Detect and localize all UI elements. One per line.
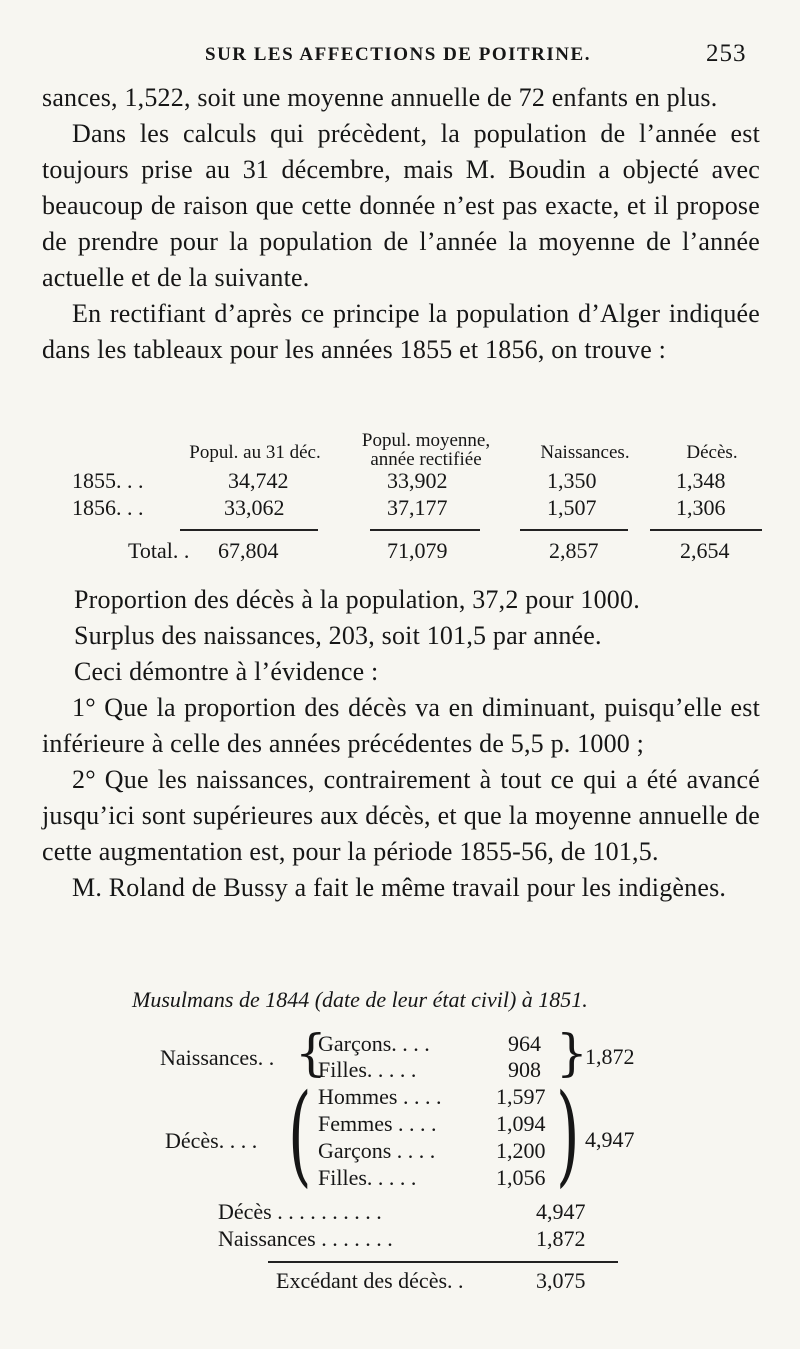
total-popul: 67,804 <box>218 538 279 563</box>
cell-popul-1855: 34,742 <box>228 468 289 493</box>
excedant-label: Excédant des décès. . <box>276 1268 464 1293</box>
left-brace-deces: ( <box>288 1070 312 1198</box>
deces-filles-value: 1,056 <box>496 1165 546 1190</box>
paragraph-continuation: sances, 1,522, soit une moyenne annuelle de 72 enfants en plus. <box>42 83 718 112</box>
header-moyenne-2: année rectifiée <box>370 449 482 470</box>
text-middle <box>42 582 760 906</box>
deces-femmes-label: Femmes . . . . <box>318 1111 437 1136</box>
sum-rule-deces <box>650 529 762 531</box>
total-label: Total. . <box>128 538 190 563</box>
sum-rule-moy <box>370 529 480 531</box>
excedant-value: 3,075 <box>536 1268 586 1293</box>
sum-rule-naiss <box>520 529 628 531</box>
right-brace-naissances: } <box>556 1024 588 1082</box>
right-brace-deces: ) <box>556 1070 580 1198</box>
total-deces: 2,654 <box>680 538 730 563</box>
header-deces: Décès. <box>686 442 738 463</box>
header-naissances: Naissances. <box>540 442 630 463</box>
running-title: SUR LES AFFECTIONS DE POITRINE. <box>205 44 591 65</box>
total-moy: 71,079 <box>387 538 448 563</box>
row-label-1856: 1856. . . <box>72 495 144 520</box>
deces-label: Décès. . . . <box>165 1128 258 1153</box>
proportion-line: Proportion des décès à la population, 37,2 pour 1000. <box>74 585 640 614</box>
cell-deces-1856: 1,306 <box>676 495 726 520</box>
header-popul: Popul. au 31 déc. <box>189 442 321 463</box>
naiss-garcons-label: Garçons. . . . <box>318 1031 430 1056</box>
deces-filles-label: Filles. . . . . <box>318 1165 417 1190</box>
page-number: 253 <box>706 40 747 67</box>
text-top <box>42 80 760 368</box>
cell-naiss-1856: 1,507 <box>547 495 597 520</box>
naiss-filles-value: 908 <box>508 1057 541 1082</box>
surplus-line: Surplus des naissances, 203, soit 101,5 par année. <box>74 621 602 650</box>
paragraph-boudin: Dans les calculs qui précèdent, la population de l’année est toujours prise au 31 décembre, mais M. Boudin a objecté avec beaucoup de raison que cette donnée n’est pas exacte, et il propose de prendre pour la population de l’année la moyenne de l’année actuelle et de la suivante. <box>42 119 760 292</box>
summary-naissances-label: Naissances . . . . . . . <box>218 1226 393 1251</box>
deces-garcons-label: Garçons . . . . <box>318 1138 436 1163</box>
deces-total: 4,947 <box>585 1127 635 1152</box>
paragraph-rectifiant: En rectifiant d’après ce principe la population d’Alger indiquée dans les tableaux pour les années 1855 et 1856, on trouve : <box>42 299 760 364</box>
header-moyenne-1: Popul. moyenne, <box>361 430 491 451</box>
naiss-garcons-value: 964 <box>508 1031 541 1056</box>
cell-naiss-1855: 1,350 <box>547 468 597 493</box>
demontre-line: Ceci démontre à l’évidence : <box>74 657 379 686</box>
excedant-rule <box>268 1261 618 1263</box>
deces-femmes-value: 1,094 <box>496 1111 546 1136</box>
deces-hommes-label: Hommes . . . . <box>318 1084 442 1109</box>
cell-moy-1855: 33,902 <box>387 468 448 493</box>
naissances-total: 1,872 <box>585 1044 635 1069</box>
row-label-1855: 1855. . . <box>72 468 144 493</box>
cell-moy-1856: 37,177 <box>387 495 448 520</box>
cell-deces-1855: 1,348 <box>676 468 726 493</box>
sum-rule-popul <box>180 529 318 531</box>
naiss-filles-label: Filles. . . . . <box>318 1057 417 1082</box>
paragraph-roland: M. Roland de Bussy a fait le même travail pour les indigènes. <box>72 873 727 902</box>
summary-deces-label: Décès . . . . . . . . . . <box>218 1199 382 1224</box>
summary-naissances-value: 1,872 <box>536 1226 586 1251</box>
paragraph-point-1: 1° Que la proportion des décès va en diminuant, puisqu’elle est inférieure à celle des années précédentes de 5,5 p. 1000 ; <box>42 693 760 758</box>
paragraph-point-2: 2° Que les naissances, contrairement à tout ce qui a été avancé jusqu’ici sont supérieures aux décès, et que la moyenne annuelle de cette augmentation est, pour la période 1855-56, de 101,5. <box>42 765 760 866</box>
page-header <box>0 40 800 70</box>
deces-hommes-value: 1,597 <box>496 1084 546 1109</box>
summary-deces-value: 4,947 <box>536 1199 586 1224</box>
left-brace-naissances: { <box>295 1024 327 1082</box>
deces-garcons-value: 1,200 <box>496 1138 546 1163</box>
musulmans-title: Musulmans de 1844 (date de leur état civil) à 1851. <box>132 987 588 1012</box>
naissances-label: Naissances. . <box>160 1045 275 1070</box>
total-naiss: 2,857 <box>549 538 599 563</box>
cell-popul-1856: 33,062 <box>224 495 285 520</box>
